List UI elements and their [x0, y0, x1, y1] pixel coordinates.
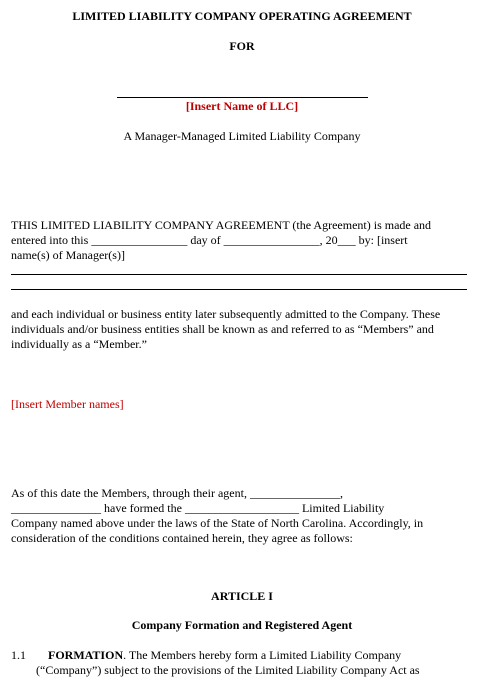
article-subheading: Company Formation and Registered Agent: [131, 618, 353, 632]
llc-name-line: [117, 97, 368, 98]
manager-name-line: [11, 289, 467, 290]
document-title: LIMITED LIABILITY COMPANY OPERATING AGREEMENT: [72, 9, 412, 23]
section-text: . The Members hereby form a Limited Liability Company: [123, 648, 402, 662]
members-paragraph: [11, 307, 473, 352]
formation-paragraph: [11, 486, 473, 546]
section-title: FORMATION: [48, 648, 124, 662]
intro-line: THIS LIMITED LIABILITY COMPANY AGREEMENT (the Agreement) is made and: [11, 218, 432, 232]
for-label: FOR: [229, 39, 255, 53]
llc-name-placeholder: [Insert Name of LLC]: [185, 99, 299, 113]
article-heading: ARTICLE I: [211, 589, 273, 603]
intro-line: name(s) of Manager(s)]: [11, 248, 125, 262]
document-subtitle: A Manager-Managed Limited Liability Company: [123, 129, 361, 143]
intro-paragraph: [11, 218, 473, 263]
manager-name-line: [11, 274, 467, 275]
member-names-placeholder: [Insert Member names]: [11, 397, 124, 411]
section-number: 1.1: [11, 648, 26, 662]
members-line: individuals and/or business entities shall be known as and referred to as “Members” and: [11, 322, 434, 336]
formation-line: consideration of the conditions contained herein, they agree as follows:: [11, 531, 353, 545]
intro-line: entered into this ________________ day of ________________, 20___ by: [insert: [11, 233, 408, 247]
section-1-1: [11, 648, 473, 678]
formation-line: As of this date the Members, through their agent, _______________,: [11, 486, 343, 500]
formation-line: Company named above under the laws of the State of North Carolina. Accordingly, in: [11, 516, 424, 530]
section-text-line: (“Company”) subject to the provisions of the Limited Liability Company Act as: [36, 663, 420, 677]
members-line: individually as a “Member.”: [11, 337, 147, 351]
members-line: and each individual or business entity later subsequently admitted to the Company. These: [11, 307, 441, 321]
formation-line: _______________ have formed the ___________________ Limited Liability: [11, 501, 385, 515]
